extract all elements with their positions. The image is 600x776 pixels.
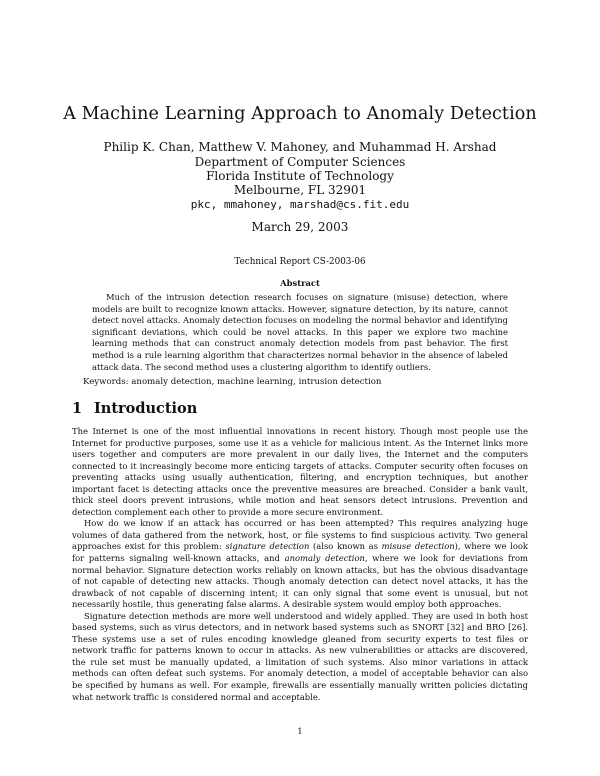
report-number: Technical Report CS-2003-06 [234,257,366,267]
emails: pkc, mmahoney, marshad@cs.fit.edu [190,198,410,211]
paragraph-2-text-c: ), where we look for patterns signaling well-known attacks, and [72,541,528,564]
section-title: Introduction [94,400,198,417]
anomaly-detection-term: anomaly detection [284,553,365,564]
section-number: 1 [72,400,83,417]
paragraph-2-text-b: (also known as [309,541,382,552]
paragraph-2-text-a: How do we know if an attack has occurred or has been attempted? This requires analyzing huge volumes of data gathered from the network, host, or file systems to find suspicious activity. Two general approaches exist for this problem: [72,518,528,552]
city: Melbourne, FL 32901 [233,183,367,197]
abstract-text: Much of the intrusion detection research focuses on signature (misuse) detection, where models are built to recognize known attacks. However, signature detection, by its nature, cannot detect novel attacks. Anomaly detection focuses on modeling the normal behavior and identifying significant deviations, which could be novel attacks. In this paper we explore two machine learning methods that can construct anomaly detection models from past behavior. The first method is a rule learning algorithm that characterizes normal behavior in the absence of labeled attack data. The second method uses a clustering algorithm to identify outliers. [92,292,508,372]
misuse-detection-term: misuse detection [381,541,455,552]
date: March 29, 2003 [251,220,349,234]
paper-title: A Machine Learning Approach to Anomaly Detection [63,104,537,124]
section-heading [72,400,197,417]
institute: Florida Institute of Technology [206,169,394,183]
body-text [72,426,528,703]
authors: Philip K. Chan, Matthew V. Mahoney, and Muhammad H. Arshad [103,140,497,154]
keywords: Keywords: anomaly detection, machine learning, intrusion detection [83,377,382,387]
paragraph-2 [72,518,528,610]
department: Department of Computer Sciences [194,155,406,169]
paragraph-1: The Internet is one of the most influential innovations in recent history. Though most people use the Internet for productive purposes, some use it as a vehicle for malicious intent. As the Internet links more users together and computers are more prevalent in our daily lives, the Internet and the computers connected to it increasingly become more enticing targets of attacks. Computer security often focuses on preventing attacks using usually authentication, filtering, and encryption techniques, but another important facet is detecting attacks once the preventive measures are breached. Consider a bank vault, thick steel doors prevent intrusions, while motion and heat sensors detect intrusions. Prevention and detection complement each other to provide a more secure environment. [72,426,528,517]
abstract-heading: Abstract [280,278,320,288]
paragraph-3: Signature detection methods are more well understood and widely applied. They are used in both host based systems, such as virus detectors, and in network based systems such as SNORT [32] and BRO [26]. These systems use a set of rules encoding knowledge gleaned from security experts to test files or network traffic for patterns known to occur in attacks. As new vulnerabilities or attacks are discovered, the rule set must be manually updated, a limitation of such systems. Also minor variations in attack methods can often defeat such systems. For anomaly detection, a model of acceptable behavior can also be specified by humans as well. For example, firewalls are essentially manually written policies dictating what network traffic is considered normal and acceptable. [72,610,528,702]
signature-detection-term: signature detection [225,541,310,552]
paragraph-2-text-d: , where we look for deviations from normal behavior. Signature detection works reliably on known attacks, but has the obvious disadvantage of not capable of detecting new attacks. Though anomaly detection can detect novel attacks, it has the drawback of not capable of discerning intent; it can only signal that some event is unusual, but not necessarily hostile, thus generating false alarms. A desirable system would employ both approaches. [72,553,528,610]
page-number: 1 [297,727,303,737]
